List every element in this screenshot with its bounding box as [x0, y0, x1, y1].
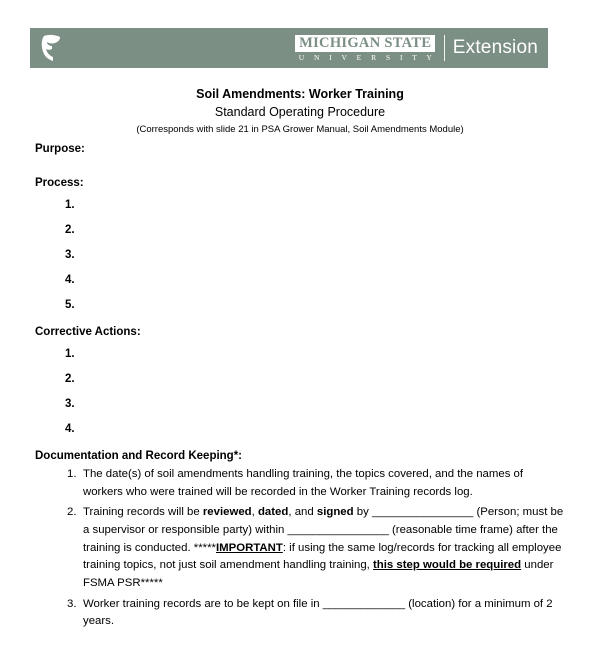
item2-part2: by ________________ (Person; must be a supervisor or responsible party) within ________________ (reasonable time frame) after the training is conducted. *****	[83, 506, 564, 554]
spartan-helmet-icon	[38, 32, 68, 64]
spacer	[35, 318, 565, 326]
document-body	[35, 143, 565, 634]
documentation-heading: Documentation and Record Keeping*:	[35, 450, 243, 462]
corrective-actions-list	[35, 342, 565, 442]
item2-part3: : if using the same log/records for tracking all employee training topics, not just soil amendment handling training,	[83, 541, 562, 572]
item2-bold-reviewed: reviewed	[202, 506, 252, 519]
university-name: MICHIGAN STATE	[295, 35, 435, 52]
list-item: Worker training records are to be kept on file in _____________ (location) for a minimum of 2 years.	[83, 597, 553, 628]
msu-wordmark	[295, 35, 542, 61]
title-block	[0, 86, 600, 137]
item2-mid1: ,	[251, 506, 258, 519]
process-list	[35, 193, 565, 318]
list-item: 2.	[65, 224, 75, 236]
item2-underlined-phrase: this step would be required	[373, 559, 522, 572]
list-item: 4.	[65, 274, 75, 286]
purpose-heading: Purpose:	[35, 143, 85, 155]
list-item: 1.	[65, 348, 75, 360]
list-item: 3.	[65, 398, 75, 410]
page-title: Soil Amendments: Worker Training	[196, 87, 404, 101]
item2-bold-signed: signed	[316, 506, 354, 519]
wordmark-divider	[444, 35, 445, 61]
documentation-list	[35, 466, 565, 631]
list-item: The date(s) of soil amendments handling training, the topics covered, and the names of workers who were trained will be recorded in the Worker Training records log.	[83, 468, 524, 498]
item2-mid2: , and	[288, 506, 317, 519]
item2-part1: Training records will be	[83, 506, 203, 519]
university-name-block	[295, 35, 436, 61]
list-item: 5.	[65, 299, 75, 311]
item2-important: IMPORTANT	[215, 541, 283, 554]
item2-part4: under FSMA PSR*****	[83, 559, 554, 590]
page-note: (Corresponds with slide 21 in PSA Grower Manual, Soil Amendments Module)	[136, 123, 464, 135]
msu-extension-banner	[30, 28, 548, 68]
list-item: 1.	[65, 199, 75, 211]
list-item: 4.	[65, 423, 75, 435]
extension-label: Extension	[452, 37, 538, 58]
corrective-actions-heading: Corrective Actions:	[35, 326, 141, 338]
spacer	[35, 442, 565, 450]
page-subtitle: Standard Operating Procedure	[214, 104, 386, 119]
list-item: 2.	[65, 373, 75, 385]
university-subtext: U N I V E R S I T Y	[298, 52, 436, 62]
item2-bold-dated: dated	[257, 506, 289, 519]
list-item: 3.	[65, 249, 75, 261]
process-heading: Process:	[35, 177, 84, 189]
list-item	[67, 504, 565, 592]
